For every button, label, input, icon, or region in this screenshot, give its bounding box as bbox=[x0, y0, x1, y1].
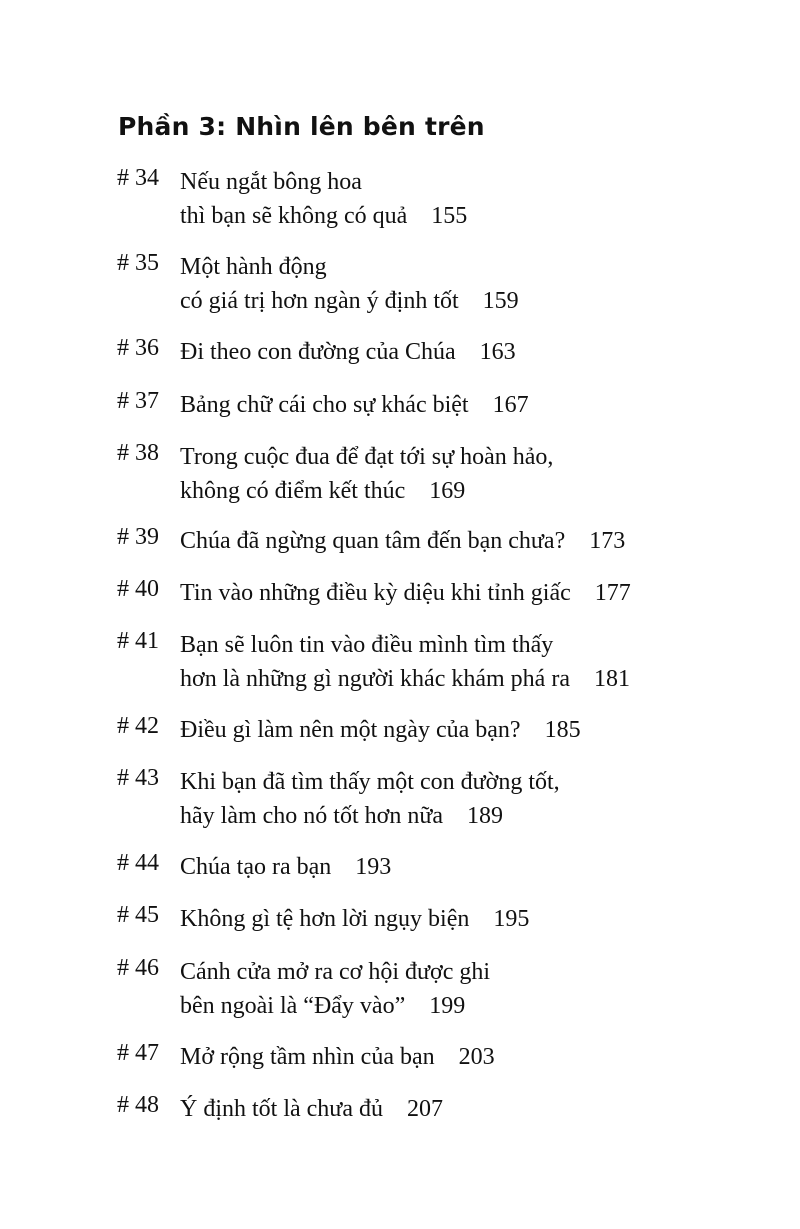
chapter-number: # 34 bbox=[117, 165, 159, 191]
title-text: Điều gì làm nên một ngày của bạn? bbox=[180, 717, 521, 743]
chapter-number: # 39 bbox=[117, 524, 159, 550]
chapter-title bbox=[180, 440, 553, 508]
chapter-title bbox=[180, 713, 581, 747]
title-text: Bảng chữ cái cho sự khác biệt bbox=[180, 392, 469, 418]
chapter-title bbox=[180, 250, 519, 318]
title-text: Không gì tệ hơn lời ngụy biện bbox=[180, 906, 470, 932]
chapter-title-line bbox=[180, 1040, 495, 1074]
title-text: Đi theo con đường của Chúa bbox=[180, 339, 456, 365]
chapter-title bbox=[180, 335, 516, 369]
title-text: Cánh cửa mở ra cơ hội được ghi bbox=[180, 959, 491, 985]
chapter-title bbox=[180, 388, 529, 422]
chapter-title-line bbox=[180, 713, 581, 747]
title-text: hãy làm cho nó tốt hơn nữa bbox=[180, 803, 443, 829]
title-text: Khi bạn đã tìm thấy một con đường tốt, bbox=[180, 769, 560, 795]
title-text: Nếu ngắt bông hoa bbox=[180, 169, 362, 195]
title-text: hơn là những gì người khác khám phá ra bbox=[180, 666, 570, 692]
chapter-title-line bbox=[180, 199, 467, 233]
title-text: thì bạn sẽ không có quả bbox=[180, 203, 408, 229]
chapter-title bbox=[180, 1092, 443, 1126]
page-number: 181 bbox=[593, 666, 630, 692]
page-number: 159 bbox=[482, 288, 519, 314]
chapter-title bbox=[180, 524, 625, 558]
chapter-title bbox=[180, 628, 630, 696]
chapter-title-line bbox=[180, 662, 630, 696]
chapter-number: # 48 bbox=[117, 1092, 159, 1118]
chapter-title bbox=[180, 902, 529, 936]
page-number: 195 bbox=[493, 906, 530, 932]
chapter-title-line bbox=[180, 524, 625, 558]
title-text: Trong cuộc đua để đạt tới sự hoàn hảo, bbox=[180, 444, 554, 470]
page-number: 169 bbox=[429, 478, 466, 504]
title-text: Mở rộng tầm nhìn của bạn bbox=[180, 1044, 435, 1070]
chapter-number: # 42 bbox=[117, 713, 159, 739]
chapter-number: # 47 bbox=[117, 1040, 159, 1066]
chapter-title bbox=[180, 165, 467, 233]
chapter-title-line bbox=[180, 165, 467, 199]
chapter-title-line bbox=[180, 955, 490, 989]
page-number: 203 bbox=[458, 1044, 495, 1070]
page-number: 173 bbox=[589, 528, 626, 554]
title-text: bên ngoài là “Đẩy vào” bbox=[180, 993, 406, 1019]
title-text: Tin vào những điều kỳ diệu khi tỉnh giấc bbox=[180, 580, 571, 606]
chapter-title-line bbox=[180, 250, 519, 284]
chapter-title-line bbox=[180, 902, 529, 936]
page-number: 163 bbox=[479, 339, 516, 365]
chapter-title bbox=[180, 955, 490, 1023]
chapter-number: # 41 bbox=[117, 628, 159, 654]
chapter-title-line bbox=[180, 474, 553, 508]
title-text: Một hành động bbox=[180, 254, 327, 280]
page-number: 189 bbox=[466, 803, 503, 829]
page-number: 177 bbox=[594, 580, 631, 606]
chapter-title bbox=[180, 576, 631, 610]
chapter-title bbox=[180, 1040, 495, 1074]
chapter-title-line bbox=[180, 440, 553, 474]
chapter-title-line bbox=[180, 335, 516, 369]
page-number: 167 bbox=[492, 392, 529, 418]
chapter-title-line bbox=[180, 1092, 443, 1126]
chapter-number: # 46 bbox=[117, 955, 159, 981]
page-number: 155 bbox=[431, 203, 468, 229]
title-text: Bạn sẽ luôn tin vào điều mình tìm thấy bbox=[180, 632, 554, 658]
title-text: Ý định tốt là chưa đủ bbox=[180, 1096, 383, 1122]
page-number: 207 bbox=[406, 1096, 443, 1122]
chapter-title-line bbox=[180, 850, 391, 884]
chapter-number: # 37 bbox=[117, 388, 159, 414]
section-title: Phần 3: Nhìn lên bên trên bbox=[118, 112, 485, 141]
chapter-title-line bbox=[180, 799, 560, 833]
chapter-number: # 40 bbox=[117, 576, 159, 602]
chapter-number: # 35 bbox=[117, 250, 159, 276]
chapter-number: # 44 bbox=[117, 850, 159, 876]
chapter-number: # 45 bbox=[117, 902, 159, 928]
chapter-title-line bbox=[180, 989, 490, 1023]
chapter-title-line bbox=[180, 576, 631, 610]
chapter-title-line bbox=[180, 388, 529, 422]
page-number: 185 bbox=[544, 717, 581, 743]
chapter-title-line bbox=[180, 765, 560, 799]
title-text: có giá trị hơn ngàn ý định tốt bbox=[180, 288, 459, 314]
chapter-number: # 43 bbox=[117, 765, 159, 791]
chapter-title-line bbox=[180, 628, 630, 662]
chapter-number: # 38 bbox=[117, 440, 159, 466]
title-text: Chúa tạo ra bạn bbox=[180, 854, 332, 880]
page-number: 199 bbox=[429, 993, 466, 1019]
title-text: không có điểm kết thúc bbox=[180, 478, 406, 504]
title-text: Chúa đã ngừng quan tâm đến bạn chưa? bbox=[180, 528, 566, 554]
page-number: 193 bbox=[355, 854, 392, 880]
chapter-number: # 36 bbox=[117, 335, 159, 361]
chapter-title-line bbox=[180, 284, 519, 318]
chapter-title bbox=[180, 850, 391, 884]
chapter-title bbox=[180, 765, 560, 833]
